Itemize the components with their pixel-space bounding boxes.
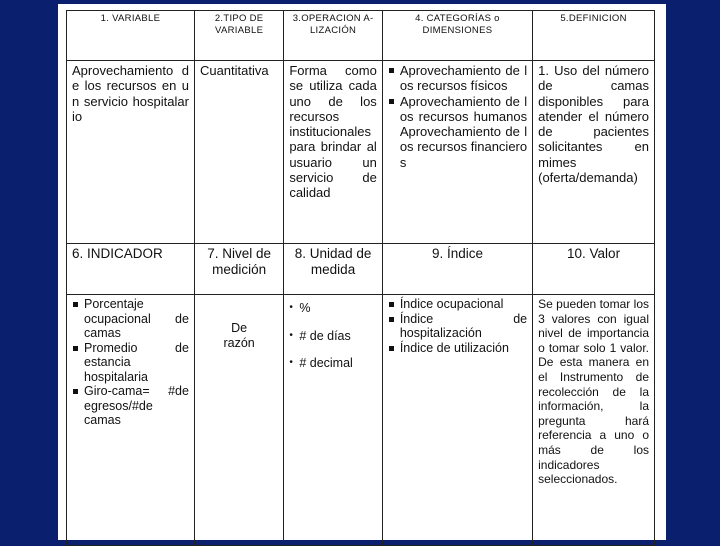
cell-variable: Aprovechamiento de los recursos en un servicio hospitalario: [67, 61, 195, 244]
header-operacionalizacion: 3.OPERACION A-LIZACIÓN: [284, 11, 383, 61]
cell-valor: Se pueden tomar los 3 valores con igual nivel de importancia o tomar solo 1 valor. De esta manera en el Instrumento de recolección de la información, la pregunta hará referencia a uno o más de los indicadores seleccionados.: [533, 295, 655, 546]
header-row-1: [67, 11, 655, 61]
cell-tipo: Cuantitativa: [194, 61, 283, 244]
indicador-item: Promedio de estancia hospitalaria: [72, 341, 189, 385]
indices-list: [388, 297, 527, 355]
nivel-value: De razón: [223, 321, 255, 350]
header-valor: 10. Valor: [533, 244, 655, 295]
unidad-item: • # de días: [289, 329, 377, 344]
header-nivel-medicion: 7. Nivel de medición: [194, 244, 283, 295]
cell-unidades: [284, 295, 383, 546]
cell-operacionalizacion: Forma como se utiliza cada uno de los recursos institucionales para brindar al usuario un servicio de calidad: [284, 61, 383, 244]
header-indice: 9. Índice: [382, 244, 532, 295]
document-page: [58, 4, 666, 540]
cell-indicadores: [67, 295, 195, 546]
header-row-2: [67, 244, 655, 295]
indice-item: Índice de utilización: [388, 341, 527, 356]
data-row-1: [67, 61, 655, 244]
cell-categorias: [382, 61, 532, 244]
data-row-2: [67, 295, 655, 546]
header-categorias: 4. CATEGORÍAS o DIMENSIONES: [382, 11, 532, 61]
categorias-list: [388, 63, 527, 170]
variables-table: [66, 10, 655, 546]
unidad-item: • # decimal: [289, 356, 377, 371]
indice-item: Índice ocupacional: [388, 297, 527, 312]
indicador-item: Porcentaje ocupacional de camas: [72, 297, 189, 341]
indice-item: Índice de hospitalización: [388, 312, 527, 341]
header-unidad-medida: 8. Unidad de medida: [284, 244, 383, 295]
categoria-item: Aprovechamiento de los recursos humanos Aprovechamiento de los recursos financieros: [388, 94, 527, 170]
cell-indices: [382, 295, 532, 546]
unidad-item: • %: [289, 301, 377, 316]
unidades-list: [289, 301, 377, 371]
header-variable: 1. VARIABLE: [67, 11, 195, 61]
header-definicion: 5.DEFINICION: [533, 11, 655, 61]
cell-nivel: [194, 295, 283, 546]
indicador-item: Giro-cama= #de egresos/#de camas: [72, 384, 189, 428]
indicadores-list: [72, 297, 189, 428]
header-tipo-variable: 2.TIPO DE VARIABLE: [194, 11, 283, 61]
categoria-item: Aprovechamiento de los recursos físicos: [388, 63, 527, 94]
cell-definicion: 1. Uso del número de camas disponibles para atender el número de pacientes solicitantes en mimes (oferta/demanda): [533, 61, 655, 244]
header-indicador: 6. INDICADOR: [67, 244, 195, 295]
